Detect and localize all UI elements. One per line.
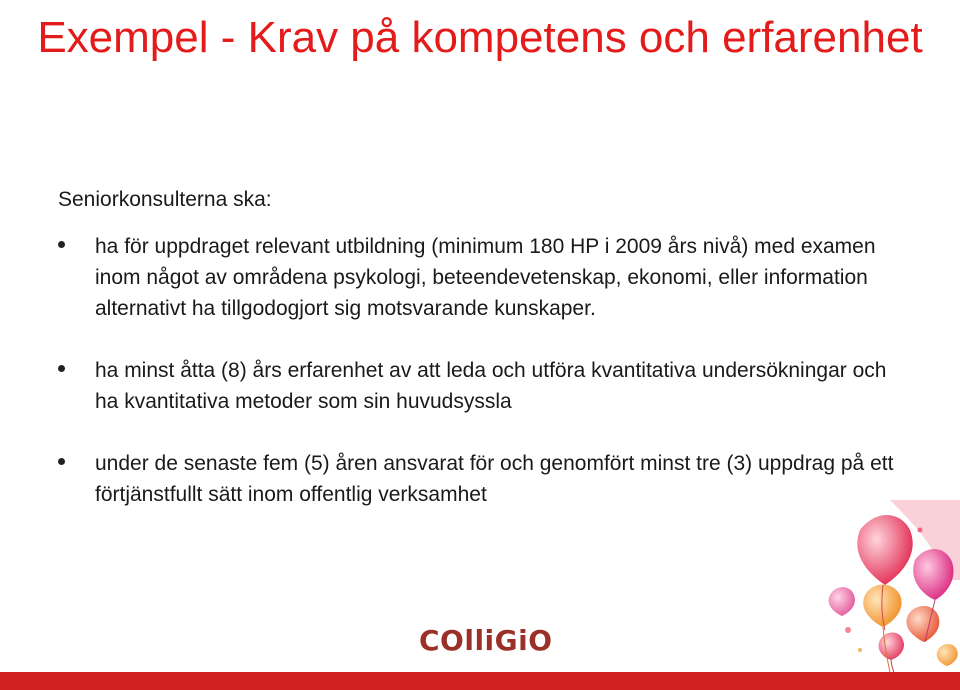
bullet-text: ha minst åtta (8) års erfarenhet av att leda och utföra kvantitativa undersökningar och ha kvantitativa metoder som sin huvudsyssla — [95, 359, 887, 413]
bullet-item — [58, 231, 908, 324]
bullet-item — [58, 355, 908, 417]
bullet-dot-icon — [58, 365, 65, 372]
bullet-list — [58, 231, 908, 510]
slide-title: Exempel - Krav på kompetens och erfarenhet — [37, 13, 923, 62]
bottom-strip — [0, 672, 960, 690]
bullet-dot-icon — [58, 241, 65, 248]
bullet-item — [58, 448, 908, 510]
bullet-text: ha för uppdraget relevant utbildning (minimum 180 HP i 2009 års nivå) med examen inom något av områdena psykologi, beteendevetenskap, ekonomi, eller information alternativt ha tillgodogjort sig motsvarande kunskaper. — [95, 235, 876, 320]
intro-text: Seniorkonsulterna ska: — [58, 188, 272, 211]
bullet-text: under de senaste fem (5) åren ansvarat för och genomfört minst tre (3) uppdrag på ett förtjänstfullt sätt inom offentlig verksamhet — [95, 452, 894, 506]
slide-content — [58, 184, 908, 541]
company-logo: COlliGiO — [419, 624, 553, 657]
bullet-dot-icon — [58, 458, 65, 465]
